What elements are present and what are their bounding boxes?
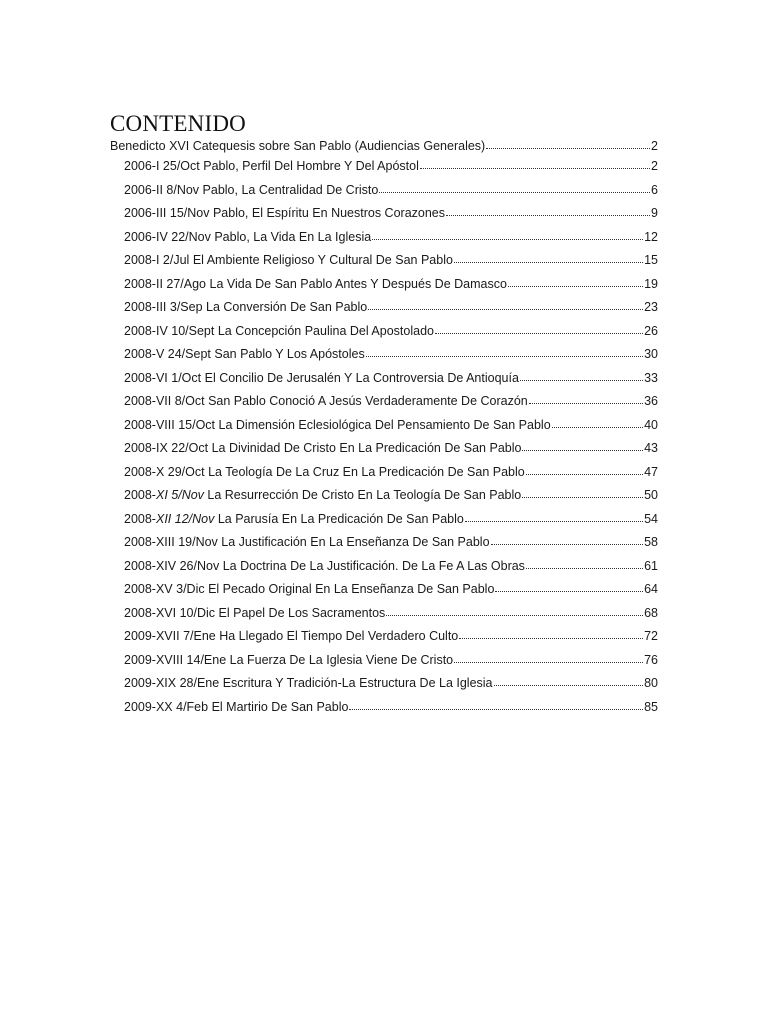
- toc-entry-text: [124, 251, 453, 269]
- toc-main-entry[interactable]: [110, 136, 658, 156]
- toc-entry[interactable]: [124, 180, 658, 204]
- toc-entry-prefix: 2008-II 27/Ago: [124, 276, 207, 291]
- toc-dot-leader: [526, 462, 643, 476]
- toc-dot-leader: [368, 297, 643, 311]
- toc-entry[interactable]: [124, 156, 658, 180]
- toc-entry-prefix: 2006-IV 22/Nov: [124, 229, 211, 244]
- toc-dot-leader: [526, 556, 643, 570]
- toc-entry-text: [124, 416, 551, 434]
- toc-entry-page: 30: [644, 347, 658, 361]
- toc-entry-page: 6: [651, 182, 658, 197]
- toc-entry-page: 50: [644, 488, 658, 502]
- toc-entry-page: 26: [644, 323, 658, 338]
- toc-entry-prefix: 2006-III 15/Nov: [124, 206, 210, 220]
- toc-entry-italic-date: XII 12/Nov: [155, 511, 215, 526]
- toc-entry-text: [124, 298, 367, 316]
- toc-dot-leader: [486, 136, 650, 150]
- toc-entry-title: San Pablo Conoció A Jesús Verdaderamente De Corazón: [208, 394, 528, 408]
- toc-entry-page: 40: [644, 417, 658, 432]
- toc-entry-prefix: 2008-IX 22/Oct: [124, 441, 209, 455]
- toc-entry-prefix: 2008-I 2/Jul: [124, 253, 190, 267]
- toc-entry-text: [124, 463, 525, 481]
- toc-entry-title: La Teología De La Cruz En La Predicación De San Pablo: [208, 464, 525, 479]
- toc-entry-page: 72: [644, 629, 658, 643]
- toc-entry-page: 61: [644, 558, 658, 573]
- toc-entry-title: La Conversión De San Pablo: [206, 300, 368, 314]
- toc-entry-text: [124, 204, 445, 222]
- toc-entry[interactable]: [124, 203, 658, 227]
- toc-entry-title: La Justificación En La Enseñanza De San Pablo: [221, 535, 490, 549]
- toc-entry-text: [124, 392, 528, 410]
- toc-entry-text: [124, 157, 419, 175]
- toc-entry-title: Pablo, La Centralidad De Cristo: [202, 182, 379, 197]
- toc-entry-title: El Papel De Los Sacramentos: [218, 605, 386, 620]
- toc-dot-leader: [491, 532, 644, 546]
- toc-dot-leader: [552, 415, 643, 429]
- toc-entry[interactable]: [124, 415, 658, 439]
- toc-entry-text: [124, 604, 385, 622]
- toc-main-entry-text: Benedicto XVI Catequesis sobre San Pablo (Audiencias Generales): [110, 139, 486, 153]
- toc-dot-leader: [454, 250, 643, 264]
- toc-entry-title: La Doctrina De La Justificación. De La Fe A Las Obras: [222, 558, 525, 573]
- toc-dot-leader: [494, 673, 644, 687]
- toc-entry-page: 47: [644, 464, 658, 479]
- toc-entry-prefix: 2008-XIV 26/Nov: [124, 558, 220, 573]
- toc-entry-text: [124, 698, 348, 716]
- toc-entry-text: [124, 322, 434, 340]
- toc-entry-prefix: 2008-V 24/Sept: [124, 347, 211, 361]
- toc-entry-title: Pablo, Perfil Del Hombre Y Del Apóstol: [203, 159, 419, 173]
- toc-entry[interactable]: [124, 485, 658, 509]
- toc-main-entry-page: 2: [651, 139, 658, 153]
- toc-dot-leader: [379, 180, 650, 194]
- toc-entry-text: [124, 510, 464, 528]
- toc-entry[interactable]: [124, 650, 658, 674]
- toc-entry-page: 15: [644, 253, 658, 267]
- toc-entry-prefix: 2009-XX 4/Feb: [124, 699, 209, 714]
- toc-entry-title: La Resurrección De Cristo En La Teología De San Pablo: [207, 488, 522, 502]
- toc-entry-title: Ha Llegado El Tiempo Del Verdadero Culto: [219, 629, 459, 643]
- toc-dot-leader: [420, 156, 650, 170]
- toc-entry-text: [124, 275, 507, 293]
- toc-entry-page: 80: [644, 676, 658, 690]
- toc-entry-title: Escritura Y Tradición-La Estructura De La Iglesia: [222, 676, 493, 690]
- toc-entry-text: [124, 533, 490, 551]
- toc-entry-page: 36: [644, 394, 658, 408]
- toc-entry-page: 19: [644, 276, 658, 291]
- toc-entry-title: El Ambiente Religioso Y Cultural De San Pablo: [192, 253, 453, 267]
- toc-entry-page: 2: [651, 159, 658, 173]
- toc-entry[interactable]: [124, 579, 658, 603]
- toc-entry-prefix: 2008-: [124, 488, 156, 502]
- toc-entry-title: El Pecado Original En La Enseñanza De San Pablo: [208, 582, 495, 596]
- toc-dot-leader: [522, 485, 643, 499]
- toc-entry[interactable]: [124, 673, 658, 697]
- toc-entry-prefix: 2008-XVI 10/Dic: [124, 605, 216, 620]
- toc-entry-prefix: 2008-IV 10/Sept: [124, 323, 215, 338]
- toc-dot-leader: [454, 650, 643, 664]
- toc-entry-prefix: 2008-: [124, 511, 156, 526]
- toc-entry-italic-date: XI 5/Nov: [155, 488, 204, 502]
- toc-entry[interactable]: [124, 556, 658, 580]
- toc-entry[interactable]: [124, 391, 658, 415]
- toc-dot-leader: [508, 274, 643, 288]
- toc-entry-page: 64: [644, 582, 658, 596]
- toc-entry-text: [124, 369, 519, 387]
- toc-dot-leader: [386, 603, 643, 617]
- toc-entry-prefix: 2009-XVII 7/Ene: [124, 629, 216, 643]
- toc-entry-title: La Parusía En La Predicación De San Pablo: [217, 511, 464, 526]
- toc-entry[interactable]: [124, 697, 658, 721]
- toc-entry[interactable]: [124, 509, 658, 533]
- toc-entry-prefix: 2008-X 29/Oct: [124, 464, 205, 479]
- toc-entry-title: Pablo, La Vida En La Iglesia: [214, 229, 372, 244]
- toc-entry-prefix: 2008-XIII 19/Nov: [124, 535, 218, 549]
- toc-entry-text: [124, 181, 378, 199]
- toc-dot-leader: [446, 203, 650, 217]
- toc-entry-text: [124, 557, 525, 575]
- toc-entry-text: [124, 580, 494, 598]
- toc-entry-text: [124, 439, 521, 457]
- toc-entry[interactable]: [124, 368, 658, 392]
- toc-entry-prefix: 2008-VI 1/Oct: [124, 370, 202, 385]
- toc-entry[interactable]: [124, 297, 658, 321]
- toc-entry-text: [124, 486, 521, 504]
- toc-entry-title: Pablo, El Espíritu En Nuestros Corazones: [212, 206, 446, 220]
- toc-entry-page: 43: [644, 441, 658, 455]
- toc-entry[interactable]: [124, 626, 658, 650]
- toc-dot-leader: [529, 391, 643, 405]
- toc-dot-leader: [520, 368, 643, 382]
- toc-entry-page: 76: [644, 652, 658, 667]
- toc-entry-page: 12: [644, 229, 658, 244]
- toc-entry-page: 85: [644, 699, 658, 714]
- toc-entry-text: [124, 345, 365, 363]
- toc-entry[interactable]: [124, 603, 658, 627]
- toc-entry-title: San Pablo Y Los Apóstoles: [214, 347, 365, 361]
- toc-entry-title: El Martirio De San Pablo: [211, 699, 349, 714]
- toc-entry-title: La Vida De San Pablo Antes Y Después De Damasco: [209, 276, 507, 291]
- toc-entry[interactable]: [124, 227, 658, 251]
- toc-entry[interactable]: [124, 462, 658, 486]
- toc-entry-prefix: 2008-III 3/Sep: [124, 300, 203, 314]
- toc-entry-title: La Fuerza De La Iglesia Viene De Cristo: [229, 652, 454, 667]
- toc-entry-prefix: 2009-XIX 28/Ene: [124, 676, 220, 690]
- toc-entry-title: La Divinidad De Cristo En La Predicación De San Pablo: [211, 441, 522, 455]
- toc-entry-title: La Concepción Paulina Del Apostolado: [217, 323, 434, 338]
- toc-entry-page: 33: [644, 370, 658, 385]
- toc-entry[interactable]: [124, 532, 658, 556]
- toc-entry-prefix: 2006-I 25/Oct: [124, 159, 200, 173]
- toc-entry-title: La Dimensión Eclesiológica Del Pensamiento De San Pablo: [218, 417, 551, 432]
- toc-dot-leader: [366, 344, 643, 358]
- toc-entry-prefix: 2008-VIII 15/Oct: [124, 417, 216, 432]
- toc-entry-page: 9: [651, 206, 658, 220]
- toc-dot-leader: [495, 579, 643, 593]
- toc-dot-leader: [522, 438, 643, 452]
- toc-entry-prefix: 2008-VII 8/Oct: [124, 394, 205, 408]
- toc-entry-prefix: 2006-II 8/Nov: [124, 182, 200, 197]
- toc-dot-leader: [372, 227, 643, 241]
- toc-entry[interactable]: [124, 344, 658, 368]
- toc-dot-leader: [435, 321, 643, 335]
- toc-entry-prefix: 2008-XV 3/Dic: [124, 582, 205, 596]
- toc-entry-text: [124, 627, 458, 645]
- toc-entry[interactable]: [124, 438, 658, 462]
- toc-entry-text: [124, 651, 453, 669]
- toc-entry[interactable]: [124, 274, 658, 298]
- toc-entry-text: [124, 674, 493, 692]
- toc-entry-text: [124, 228, 371, 246]
- toc-dot-leader: [349, 697, 643, 711]
- toc-entry[interactable]: [124, 321, 658, 345]
- toc-title: CONTENIDO: [110, 111, 246, 136]
- table-of-contents: [0, 136, 768, 720]
- toc-dot-leader: [465, 509, 643, 523]
- toc-dot-leader: [459, 626, 643, 640]
- toc-entry-page: 23: [644, 300, 658, 314]
- toc-entry-page: 54: [644, 511, 658, 526]
- toc-entry[interactable]: [124, 250, 658, 274]
- toc-entry-title: El Concilio De Jerusalén Y La Controversia De Antioquía: [204, 370, 519, 385]
- toc-entry-page: 58: [644, 535, 658, 549]
- toc-entry-page: 68: [644, 605, 658, 620]
- toc-entry-prefix: 2009-XVIII 14/Ene: [124, 652, 227, 667]
